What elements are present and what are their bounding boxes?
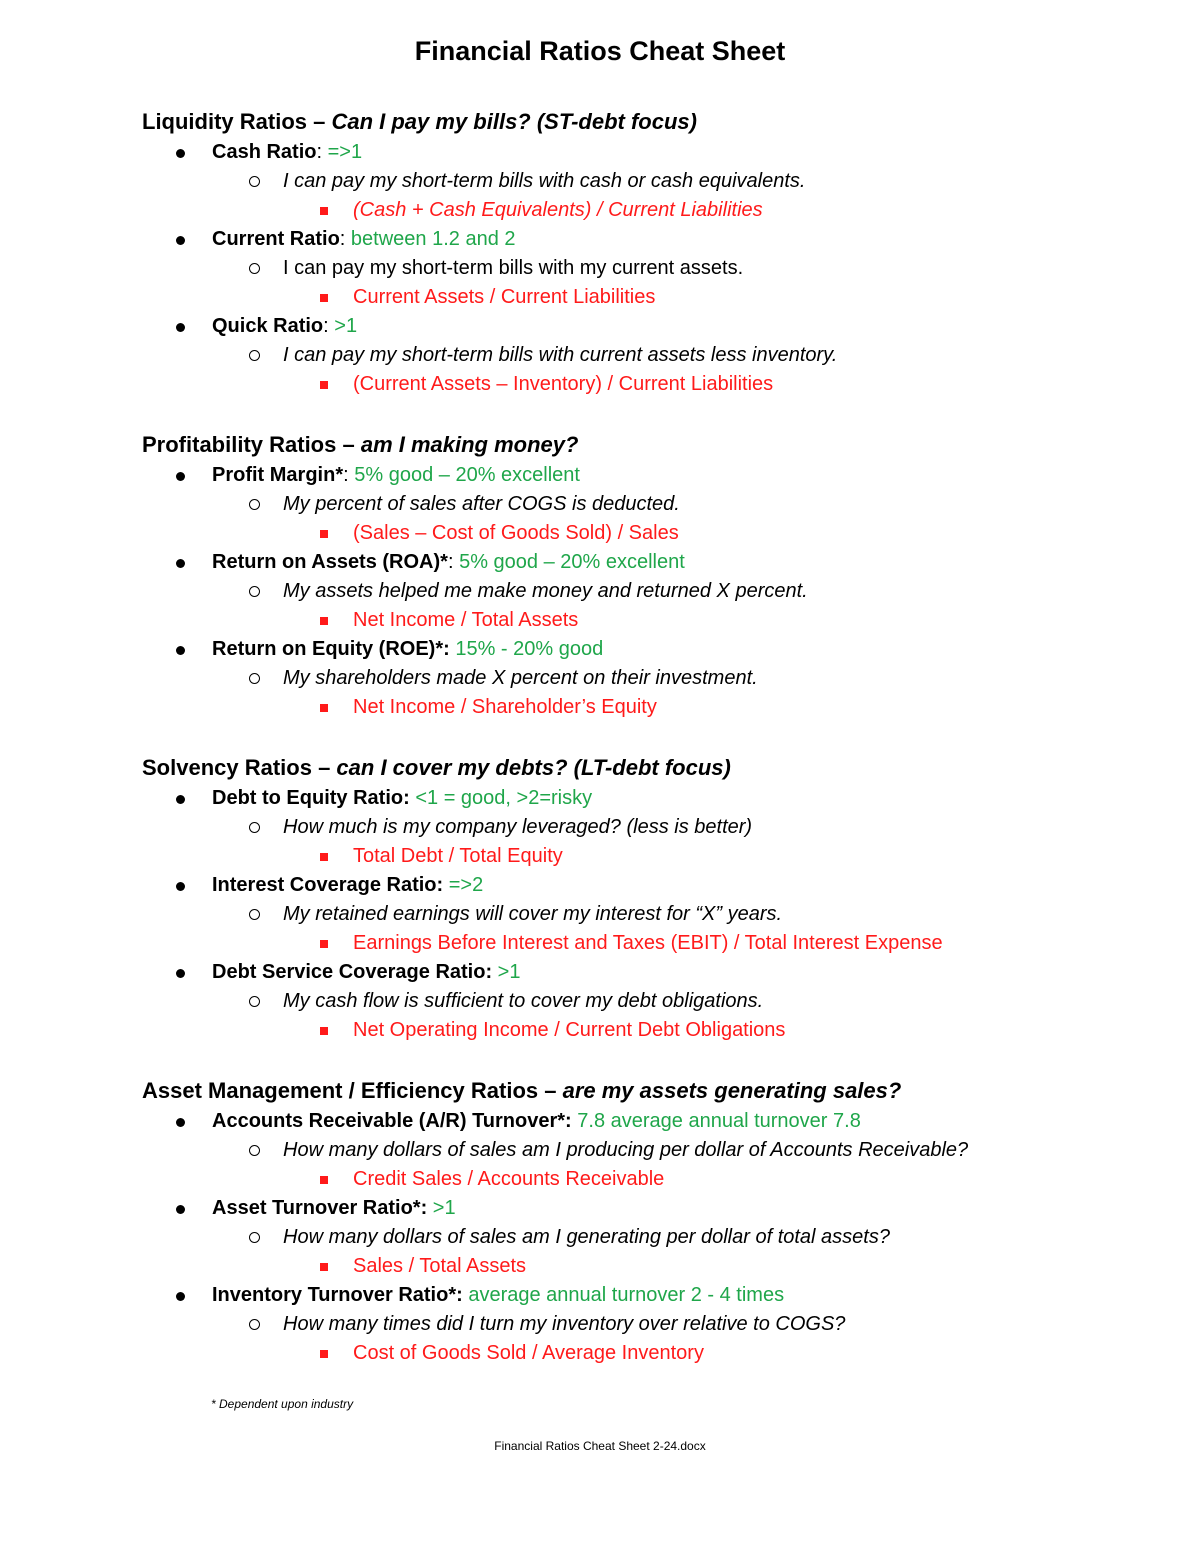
bullet-circle-icon <box>249 1145 260 1156</box>
bullet-square-icon <box>320 530 328 538</box>
ratio-description-text: How many times did I turn my inventory over relative to COGS? <box>283 1313 846 1335</box>
ratio-description <box>142 167 1152 196</box>
bullet-circle-icon <box>249 1232 260 1243</box>
ratio-formula-text: Net Income / Total Assets <box>353 609 579 631</box>
ratio-name: Asset Turnover Ratio*: <box>212 1197 428 1219</box>
ratio-target: 7.8 average annual turnover 7.8 <box>577 1110 861 1132</box>
section-heading: Asset Management / Efficiency Ratios – are my assets generating sales? <box>142 1078 902 1103</box>
ratio-name: Accounts Receivable (A/R) Turnover*: <box>212 1110 572 1132</box>
section-title: Asset Management / Efficiency Ratios <box>142 1078 539 1103</box>
ratio-formula <box>142 1165 1152 1194</box>
bullet-square-icon <box>320 207 328 215</box>
section-heading: Profitability Ratios – am I making money? <box>142 432 579 457</box>
ratio-description-text: My assets helped me make money and returned X percent. <box>283 580 808 602</box>
ratio-description <box>142 1310 1152 1339</box>
ratio-description <box>142 254 1152 283</box>
ratio-formula-text: Net Income / Shareholder’s Equity <box>353 696 657 718</box>
ratio-formula <box>142 196 1152 225</box>
ratio-description <box>142 987 1152 1016</box>
bullet-dot-icon <box>176 795 185 804</box>
ratio-formula <box>142 370 1152 399</box>
ratio-description <box>142 577 1152 606</box>
ratio-name: Debt Service Coverage Ratio: <box>212 961 493 983</box>
ratio-target: >1 <box>334 315 358 337</box>
ratio-description-text: My percent of sales after COGS is deducted. <box>283 493 680 515</box>
ratio-name: Cash Ratio <box>212 141 317 163</box>
ratio-separator: : <box>343 464 355 486</box>
bullet-dot-icon <box>176 1118 185 1127</box>
ratio-description <box>142 664 1152 693</box>
ratio-formula-text: Earnings Before Interest and Taxes (EBIT) / Total Interest Expense <box>353 932 943 954</box>
ratio-item <box>142 635 1152 664</box>
ratio-description-text: How many dollars of sales am I producing per dollar of Accounts Receivable? <box>283 1139 969 1161</box>
ratio-formula <box>142 842 1152 871</box>
bullet-dot-icon <box>176 1292 185 1301</box>
bullet-dot-icon <box>176 149 185 158</box>
ratio-formula <box>142 606 1152 635</box>
page-footer: Financial Ratios Cheat Sheet 2-24.docx <box>494 1439 706 1453</box>
ratio-formula-text: Current Assets / Current Liabilities <box>353 286 656 308</box>
ratio-formula-text: Credit Sales / Accounts Receivable <box>353 1168 665 1190</box>
ratio-target: =>1 <box>327 141 363 163</box>
bullet-square-icon <box>320 294 328 302</box>
section-solvency <box>142 752 1152 1045</box>
ratio-description <box>142 341 1152 370</box>
ratio-formula-text: Cost of Goods Sold / Average Inventory <box>353 1342 704 1364</box>
document-title: Financial Ratios Cheat Sheet <box>414 36 786 66</box>
section-subtitle: are my assets generating sales? <box>562 1078 902 1103</box>
bullet-circle-icon <box>249 996 260 1007</box>
ratio-formula <box>142 1339 1152 1368</box>
bullet-dot-icon <box>176 236 185 245</box>
ratio-description <box>142 490 1152 519</box>
bullet-dot-icon <box>176 969 185 978</box>
ratio-formula <box>142 519 1152 548</box>
ratio-target: 15% - 20% good <box>455 638 604 660</box>
ratio-item <box>142 871 1152 900</box>
bullet-circle-icon <box>249 350 260 361</box>
ratio-description-text: I can pay my short-term bills with cash or cash equivalents. <box>283 170 806 192</box>
section-title: Solvency Ratios <box>142 755 312 780</box>
ratio-formula-text: Total Debt / Total Equity <box>353 845 563 867</box>
ratio-description-text: I can pay my short-term bills with my current assets. <box>283 257 744 279</box>
ratio-name: Debt to Equity Ratio: <box>212 787 410 809</box>
ratio-formula-text: (Current Assets – Inventory) / Current Liabilities <box>353 373 774 395</box>
bullet-circle-icon <box>249 822 260 833</box>
bullet-circle-icon <box>249 1319 260 1330</box>
ratio-formula-text: (Sales – Cost of Goods Sold) / Sales <box>353 522 679 544</box>
ratio-formula <box>142 693 1152 722</box>
document-body <box>142 106 1152 1398</box>
ratio-description-text: My shareholders made X percent on their investment. <box>283 667 758 689</box>
section-subtitle: Can I pay my bills? (ST-debt focus) <box>331 109 697 134</box>
bullet-square-icon <box>320 853 328 861</box>
ratio-item <box>142 461 1152 490</box>
section-asset-management <box>142 1075 1152 1368</box>
ratio-target: average annual turnover 2 - 4 times <box>468 1284 785 1306</box>
ratio-item <box>142 1194 1152 1223</box>
section-title: Profitability Ratios <box>142 432 337 457</box>
bullet-dot-icon <box>176 559 185 568</box>
ratio-formula <box>142 1016 1152 1045</box>
footnote: * Dependent upon industry <box>211 1397 354 1411</box>
ratio-name: Inventory Turnover Ratio*: <box>212 1284 463 1306</box>
section-heading: Solvency Ratios – can I cover my debts? (LT-debt focus) <box>142 755 731 780</box>
bullet-circle-icon <box>249 673 260 684</box>
ratio-item <box>142 312 1152 341</box>
ratio-separator: : <box>316 141 328 163</box>
ratio-item <box>142 138 1152 167</box>
section-subtitle: can I cover my debts? (LT-debt focus) <box>336 755 731 780</box>
bullet-square-icon <box>320 1350 328 1358</box>
ratio-name: Return on Assets (ROA)* <box>212 551 448 573</box>
ratio-target: 5% good – 20% excellent <box>354 464 580 486</box>
bullet-dot-icon <box>176 472 185 481</box>
ratio-description <box>142 1223 1152 1252</box>
bullet-dot-icon <box>176 1205 185 1214</box>
ratio-description-text: My cash flow is sufficient to cover my debt obligations. <box>283 990 764 1012</box>
ratio-name: Interest Coverage Ratio: <box>212 874 444 896</box>
ratio-description <box>142 900 1152 929</box>
section-title: Liquidity Ratios <box>142 109 307 134</box>
ratio-target: =>2 <box>448 874 484 896</box>
bullet-circle-icon <box>249 909 260 920</box>
bullet-dot-icon <box>176 323 185 332</box>
ratio-formula <box>142 1252 1152 1281</box>
ratio-target: >1 <box>497 961 521 983</box>
ratio-target: between 1.2 and 2 <box>350 228 516 250</box>
bullet-square-icon <box>320 1176 328 1184</box>
ratio-name: Current Ratio <box>212 228 340 250</box>
bullet-dot-icon <box>176 646 185 655</box>
bullet-circle-icon <box>249 499 260 510</box>
ratio-item <box>142 225 1152 254</box>
ratio-formula-text: (Cash + Cash Equivalents) / Current Liabilities <box>353 199 763 221</box>
bullet-square-icon <box>320 940 328 948</box>
ratio-name: Profit Margin* <box>212 464 344 486</box>
bullet-circle-icon <box>249 586 260 597</box>
bullet-square-icon <box>320 1027 328 1035</box>
ratio-description <box>142 1136 1152 1165</box>
section-subtitle: am I making money? <box>360 432 579 457</box>
ratio-formula-text: Net Operating Income / Current Debt Obligations <box>353 1019 786 1041</box>
bullet-dot-icon <box>176 882 185 891</box>
ratio-target: 5% good – 20% excellent <box>459 551 685 573</box>
ratio-target: >1 <box>432 1197 456 1219</box>
ratio-item <box>142 1107 1152 1136</box>
ratio-name: Return on Equity (ROE)*: <box>212 638 450 660</box>
ratio-item <box>142 548 1152 577</box>
ratio-description-text: I can pay my short-term bills with current assets less inventory. <box>283 344 838 366</box>
bullet-circle-icon <box>249 176 260 187</box>
ratio-description-text: My retained earnings will cover my interest for “X” years. <box>283 903 783 925</box>
ratio-description-text: How much is my company leveraged? (less is better) <box>283 816 753 838</box>
ratio-item <box>142 784 1152 813</box>
bullet-circle-icon <box>249 263 260 274</box>
ratio-item <box>142 1281 1152 1310</box>
ratio-separator: : <box>339 228 351 250</box>
bullet-square-icon <box>320 617 328 625</box>
bullet-square-icon <box>320 704 328 712</box>
bullet-square-icon <box>320 381 328 389</box>
ratio-formula-text: Sales / Total Assets <box>353 1255 527 1277</box>
section-profitability <box>142 429 1152 722</box>
ratio-description <box>142 813 1152 842</box>
ratio-separator: : <box>323 315 335 337</box>
ratio-name: Quick Ratio <box>212 315 324 337</box>
ratio-separator: : <box>447 551 460 573</box>
section-heading: Liquidity Ratios – Can I pay my bills? (ST-debt focus) <box>142 109 697 134</box>
ratio-formula <box>142 929 1152 958</box>
ratio-target: <1 = good, >2=risky <box>415 787 593 809</box>
bullet-square-icon <box>320 1263 328 1271</box>
section-liquidity <box>142 106 1152 399</box>
ratio-description-text: How many dollars of sales am I generating per dollar of total assets? <box>283 1226 890 1248</box>
ratio-formula <box>142 283 1152 312</box>
ratio-item <box>142 958 1152 987</box>
